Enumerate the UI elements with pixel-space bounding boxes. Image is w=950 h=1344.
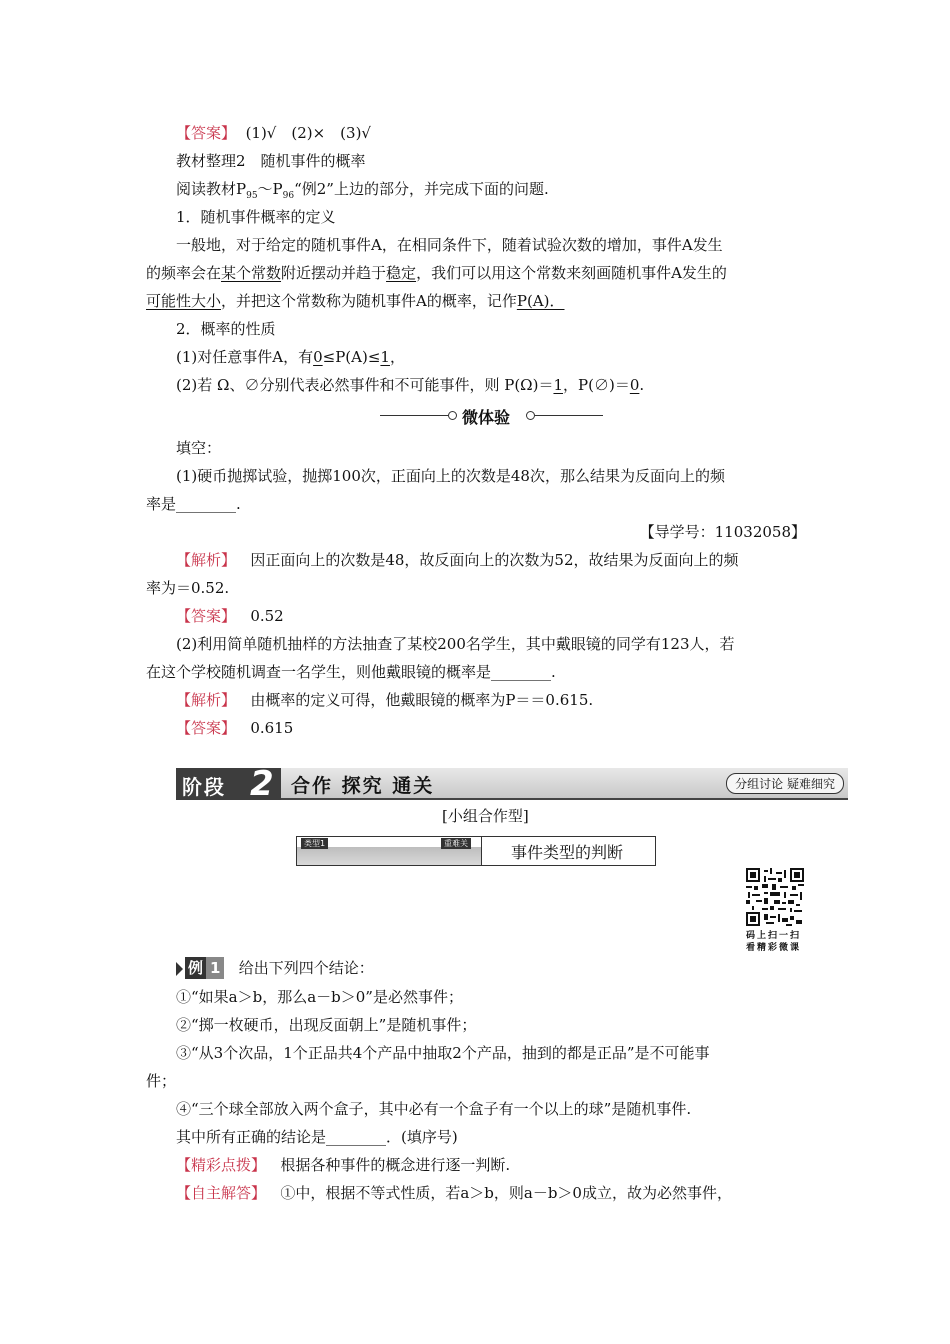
type-box	[296, 836, 656, 866]
def2-b: 附近摆动并趋于	[281, 264, 387, 282]
statement-3-line-1: ③“从3个次品，1个正品共4个产品中抽取2个产品，抽到的都是正品”是不可能事	[176, 1044, 710, 1062]
analysis-2	[176, 689, 593, 711]
question-2-line-2: 在这个学校随机调查一名学生，则他戴眼镜的概率是________.	[146, 663, 556, 681]
def2-a: 的频率会在	[146, 264, 222, 282]
prop1-a: (1)对任意事件A，有	[176, 348, 314, 366]
example-intro: 给出下列四个结论：	[238, 959, 374, 977]
example-arrow-icon	[176, 962, 183, 976]
read-mid: ～P	[257, 180, 283, 198]
stage-heading: 合作 探究 通关	[291, 775, 435, 797]
read-prefix: 阅读教材P	[176, 180, 247, 198]
property-title: 2．概率的性质	[176, 320, 276, 338]
question-1-line-2: 率是________.	[146, 495, 241, 513]
def2-u2: 稳定	[386, 264, 417, 282]
stage-badge: 分组讨论 疑难细究	[726, 773, 844, 794]
analysis-tag: 【解析】	[176, 691, 237, 709]
prop2-a: (2)若 Ω、∅分别代表必然事件和不可能事件，则 P(Ω)＝	[176, 376, 554, 394]
qr-caption-1: 码上扫一扫	[746, 931, 802, 941]
guide-number: 【导学号：11032058】	[639, 523, 806, 541]
read-sub2: 96	[282, 191, 295, 201]
statement-4: ④“三个球全部放入两个盒子，其中必有一个盒子有一个以上的球”是随机事件.	[176, 1100, 692, 1118]
stage-label: 阶段	[182, 775, 226, 799]
example-number: 1	[206, 957, 224, 979]
statement-1: ①“如果a＞b，那么a－b＞0”是必然事件；	[176, 988, 463, 1006]
statement-2: ②“掷一枚硬币，出现反面朝上”是随机事件；	[176, 1016, 477, 1034]
definition-line-1: 一般地，对于给定的随机事件A，在相同条件下，随着试验次数的增加，事件A发生	[176, 236, 723, 254]
stage-number: 2	[250, 764, 274, 804]
solve-text: ①中，根据不等式性质，若a＞b，则a－b＞0成立，故为必然事件，	[280, 1184, 732, 1202]
prop2-u1: 1	[553, 376, 564, 394]
definition-title: 1．随机事件概率的定义	[176, 208, 336, 226]
read-suffix: “例2”上边的部分，并完成下面的问题.	[294, 180, 549, 198]
property-2	[176, 374, 644, 396]
micro-title: 微体验	[462, 408, 511, 427]
answer-tag: 【答案】	[176, 719, 237, 737]
qr-code-icon[interactable]	[746, 868, 804, 926]
def3-u2: P(A)．	[516, 292, 565, 310]
micro-experience-divider	[370, 405, 610, 427]
stage-block	[176, 764, 281, 804]
def2-u1: 某个常数	[221, 264, 282, 282]
example-header	[176, 957, 374, 979]
type-title: 事件类型的判断	[511, 843, 624, 862]
solve-line	[176, 1182, 732, 1204]
stage-banner	[176, 764, 848, 804]
divider-left-dot	[448, 411, 457, 420]
reading-instruction	[176, 178, 549, 207]
definition-line-3	[146, 290, 565, 312]
answer-text: (1)√ (2)× (3)√	[245, 124, 371, 142]
type-key: 类型1	[301, 838, 328, 849]
def3-u1: 可能性大小	[146, 292, 222, 310]
prop1-u1: 0	[313, 348, 323, 366]
answer-tag: 【答案】	[176, 607, 237, 625]
hint-text: 根据各种事件的概念进行逐一判断.	[280, 1156, 511, 1174]
answer-2	[176, 717, 293, 739]
divider-right-line	[535, 415, 603, 416]
answer-line-1	[176, 122, 371, 144]
hint-line	[176, 1154, 510, 1176]
prop2-u2: 0	[629, 376, 640, 394]
analysis-2-text: 由概率的定义可得，他戴眼镜的概率为P＝＝0.615.	[250, 691, 594, 709]
type-box-left	[297, 837, 482, 865]
hint-tag: 【精彩点拨】	[176, 1156, 267, 1174]
solve-tag: 【自主解答】	[176, 1184, 267, 1202]
analysis-1-line-2: 率为＝0.52.	[146, 579, 230, 597]
definition-line-2	[146, 262, 727, 284]
analysis-tag: 【解析】	[176, 551, 237, 569]
section-title: 教材整理2 随机事件的概率	[176, 152, 366, 170]
def3-a: ，并把这个常数称为随机事件A的概率，记作	[221, 292, 517, 310]
divider-left-line	[380, 415, 448, 416]
qr-caption-2: 看精彩微课	[746, 943, 802, 953]
answer-1-value: 0.52	[250, 607, 284, 625]
prop1-u2: 1	[380, 348, 390, 366]
analysis-1-line-1	[176, 549, 739, 571]
fill-label: 填空：	[176, 439, 222, 457]
stage-bar	[281, 768, 848, 800]
answer-tag: 【答案】	[176, 124, 237, 142]
example-label: 例	[185, 957, 206, 979]
answer-2-value: 0.615	[250, 719, 294, 737]
question-1-line-1: (1)硬币抛掷试验，抛掷100次，正面向上的次数是48次，那么结果为反面向上的频	[176, 467, 725, 485]
question-2-line-1: (2)利用简单随机抽样的方法抽查了某校200名学生，其中戴眼镜的同学有123人，若	[176, 635, 735, 653]
answer-1	[176, 605, 284, 627]
prop2-c: .	[639, 376, 645, 394]
divider-right-dot	[526, 411, 535, 420]
property-1	[176, 346, 405, 368]
prop2-b: ，P(∅)＝	[563, 376, 630, 394]
analysis-1-text: 因正面向上的次数是48，故反面向上的次数为52，故结果为反面向上的频	[250, 551, 739, 569]
def2-c: ，我们可以用这个常数来刻画随机事件A发生的	[416, 264, 727, 282]
read-sub1: 95	[246, 191, 258, 201]
prop1-b: ≤P(A)≤	[322, 348, 381, 366]
prop1-c: ，	[389, 348, 405, 366]
type-key-2: 重难关	[441, 838, 471, 849]
statement-3-line-2: 件；	[146, 1072, 177, 1090]
group-type-label: [小组合作型]	[442, 807, 529, 825]
example-question: 其中所有正确的结论是________．(填序号)	[176, 1128, 458, 1146]
